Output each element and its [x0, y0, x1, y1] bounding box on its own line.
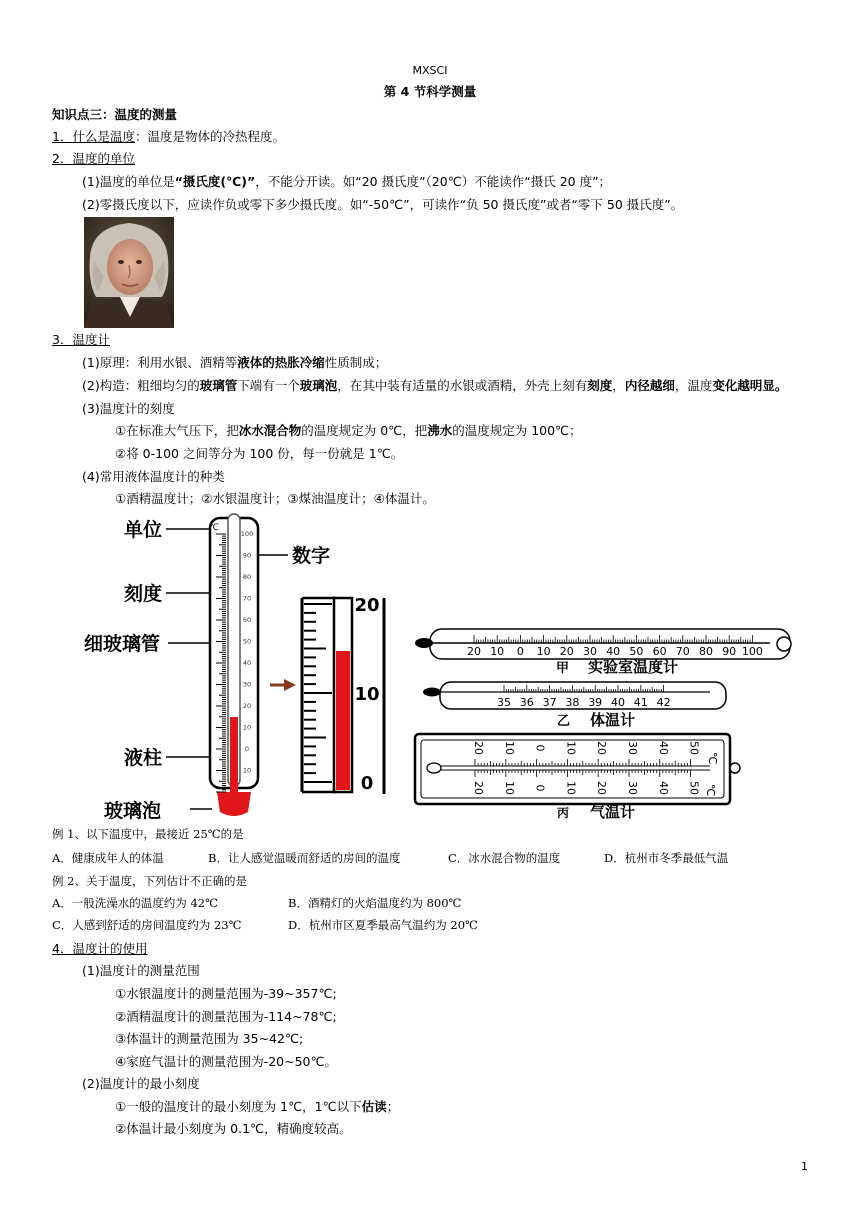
unit-line-2: (2)零摄氏度以下，应读作负或零下多少摄氏度。如“-50℃”，可读作“负 50 摄氏度”或者“零下 50 摄氏度”。 [82, 197, 684, 212]
lab-caption-b: 实验室温度计 [588, 658, 679, 676]
section-1 [52, 129, 285, 145]
scale-label: 30 [242, 680, 252, 689]
label-digits: 数字 [292, 545, 331, 567]
weather-caption-a: 丙 [557, 806, 570, 820]
page-number: 1 [801, 1160, 808, 1173]
scale-label: 90 [242, 551, 252, 560]
scale-label: 20 [467, 645, 481, 658]
scale-label: 70 [242, 594, 252, 603]
range-item-3: ③体温计的测量范围为 35~42℃; [115, 1031, 304, 1046]
min-scale-item-1 [115, 1099, 399, 1115]
page-title: 第 4 节科学测量 [383, 84, 477, 99]
example-2-option-b: B．酒精灯的火焰温度约为 800℃ [288, 896, 462, 910]
example-1-option-b: B．让人感觉温暖而舒适的房间的温度 [208, 851, 401, 865]
scale-label: 80 [699, 645, 713, 658]
scale-label: 10 [564, 781, 578, 795]
range-heading: (1)温度计的测量范围 [82, 963, 200, 978]
label-unit: 单位 [124, 519, 163, 541]
zoomed-liquid [336, 651, 350, 790]
scale-label: 40 [656, 781, 670, 795]
scale-label: 20 [595, 781, 609, 795]
scale-label: 50 [629, 645, 644, 658]
scale-label: 38 [565, 696, 580, 709]
section-2-heading: 2．温度的单位 [52, 151, 135, 166]
scale-label: 90 [722, 645, 737, 658]
weather-thermometer [415, 734, 740, 821]
principle-line [82, 355, 387, 371]
scale-item-2: ②将 0-100 之间等分为 100 份，每一份就是 1℃。 [115, 446, 404, 461]
bulb [217, 792, 251, 816]
text: 的温度规定为 0℃，把 [301, 423, 428, 438]
scale-label: 41 [633, 696, 648, 709]
bold-text: 内径越细 [624, 378, 675, 393]
section-title: 知识点三：温度的测量 [52, 107, 178, 122]
types-heading: (4)常用液体温度计的种类 [82, 469, 225, 484]
text: ，不能分开读。如“20 摄氏度”（20℃）不能读作“摄氏 20 度”； [255, 174, 612, 189]
bold-text: “摄氏度(℃)” [174, 174, 256, 189]
scale-label: 20 [472, 781, 485, 795]
section-1-heading: 1．什么是温度 [52, 129, 135, 144]
lab-caption-a: 甲 [556, 661, 570, 676]
scale-label: 100 [240, 530, 254, 538]
bold-text: 玻璃泡 [299, 378, 338, 393]
large-thermometer [209, 514, 258, 816]
types-list: ①酒精温度计；②水银温度计；③煤油温度计；④体温计。 [115, 491, 435, 506]
example-2-option-d: D．杭州市区夏季最高气温约为 20℃ [288, 918, 478, 932]
scale-label: 20 [595, 741, 609, 755]
scale-label: 50 [687, 741, 701, 755]
clinical-thermometer [423, 682, 726, 729]
text: (1)温度的单位是 [82, 174, 175, 189]
bold-text: 玻璃管 [199, 378, 238, 393]
text: ①在标准大气压下，把 [115, 423, 239, 438]
lab-thermometer [415, 629, 791, 676]
zoom-arrow [270, 679, 296, 691]
portrait-image [84, 217, 174, 328]
example-2-option-c: C．人感到舒适的房间温度约为 23℃ [52, 918, 242, 932]
scale-label: 10 [564, 741, 578, 755]
scale-label: 10 [242, 766, 252, 775]
scale-label: 10 [502, 781, 516, 795]
scale-label: 10 [242, 723, 252, 732]
scale-label: 60 [652, 645, 667, 658]
scale-label: 20 [559, 645, 574, 658]
scale-label: 0 [516, 645, 524, 658]
scale-label: 20 [242, 702, 252, 710]
label-column: 液柱 [124, 747, 163, 769]
scale-label: 10 [536, 645, 551, 658]
scale-label: 20 [354, 595, 380, 616]
bold-text: 液体的热胀冷缩 [237, 355, 325, 370]
scale-label: 10 [490, 645, 505, 658]
text: 的温度规定为 100℃； [452, 423, 582, 438]
label-scale: 刻度 [124, 583, 163, 605]
bold-text: 沸水 [427, 423, 453, 438]
text: ； [386, 1099, 400, 1114]
scale-label: 30 [583, 645, 597, 658]
scale-label: 0 [244, 745, 250, 753]
scale-label: 100 [741, 645, 763, 658]
section-4-heading: 4．温度计的使用 [52, 941, 148, 956]
zoomed-scale [302, 595, 384, 794]
scale-label: 70 [675, 645, 690, 658]
text: (1)原理：利用水银、酒精等 [82, 355, 238, 370]
scale-label: 50 [687, 781, 701, 795]
section-3-heading: 3．温度计 [52, 332, 110, 347]
example-1-option-c: C．冰水混合物的温度 [448, 851, 561, 865]
scale-label: 35 [497, 696, 511, 709]
scale-label: 0 [533, 784, 547, 792]
label-bulb: 玻璃泡 [104, 800, 162, 822]
bold-text: 估读 [361, 1099, 387, 1114]
text: ，温度 [674, 378, 713, 393]
text: ，在其中装有适量的水银或酒精，外壳上刻有 [337, 378, 588, 393]
scale-label: 20 [472, 741, 485, 755]
scale-label: 80 [242, 573, 252, 581]
unit-line-1 [82, 174, 611, 190]
liquid-column [230, 717, 238, 792]
scale-heading: (3)温度计的刻度 [82, 401, 175, 416]
text: ， [612, 378, 625, 393]
weather-unit-top: ℃ [706, 752, 719, 765]
scale-label: 40 [242, 659, 252, 667]
scale-label: 40 [611, 696, 625, 709]
text: (2)构造：粗细均匀的 [82, 378, 200, 393]
example-2-option-a: A．一般洗澡水的温度约为 42℃ [52, 896, 218, 910]
thermometer-figure [80, 512, 800, 824]
text: 下端有一个 [237, 378, 300, 393]
min-scale-item-2: ②体温计最小刻度为 0.1℃，精确度较高。 [115, 1121, 352, 1136]
scale-label: 40 [656, 741, 670, 755]
text: ①一般的温度计的最小刻度为 1℃，1℃以下 [115, 1099, 362, 1114]
example-1-option-a: A．健康成年人的体温 [52, 851, 164, 865]
scale-label: 10 [502, 741, 516, 755]
celsius-symbol: ℃ [209, 523, 220, 533]
scale-label: 39 [588, 696, 603, 709]
scale-label: 0 [533, 744, 547, 752]
section-1-text: ：温度是物体的冷热程度。 [134, 129, 285, 144]
header-brand: MXSCI [412, 64, 448, 77]
bold-text: 冰水混合物 [238, 423, 302, 438]
scale-label: 36 [519, 696, 534, 709]
clinical-caption-a: 乙 [557, 714, 571, 729]
structure-line [82, 378, 787, 394]
weather-unit-bottom: ℃ [704, 784, 717, 797]
range-item-4: ④家庭气温计的测量范围为-20~50℃。 [115, 1054, 338, 1069]
scale-label: 42 [656, 696, 671, 709]
clinical-caption-b: 体温计 [590, 711, 636, 729]
scale-label: 30 [626, 741, 639, 755]
example-1-question: 例 1、以下温度中，最接近 25℃的是 [52, 827, 244, 841]
range-item-1: ①水银温度计的测量范围为-39~357℃; [115, 986, 337, 1001]
weather-caption-b: 气温计 [590, 803, 636, 821]
scale-label: 30 [626, 781, 639, 795]
scale-label: 0 [360, 773, 374, 794]
min-scale-heading: (2)温度计的最小刻度 [82, 1076, 200, 1091]
scale-label: 40 [606, 645, 621, 658]
bold-text: 变化越明显。 [712, 378, 788, 393]
range-item-2: ②酒精温度计的测量范围为-114~78℃; [115, 1009, 337, 1024]
scale-label: 50 [242, 637, 252, 646]
scale-item-1 [115, 423, 582, 439]
example-2-question: 例 2、关于温度，下列估计不正确的是 [52, 874, 247, 888]
scale-label: 60 [242, 616, 252, 624]
bold-text: 刻度 [587, 378, 613, 393]
text: 性质制成； [324, 355, 388, 370]
example-1-option-d: D．杭州市冬季最低气温 [604, 851, 729, 865]
scale-label: 10 [354, 684, 380, 705]
scale-label: 37 [542, 696, 557, 709]
label-tube: 细玻璃管 [84, 633, 161, 655]
